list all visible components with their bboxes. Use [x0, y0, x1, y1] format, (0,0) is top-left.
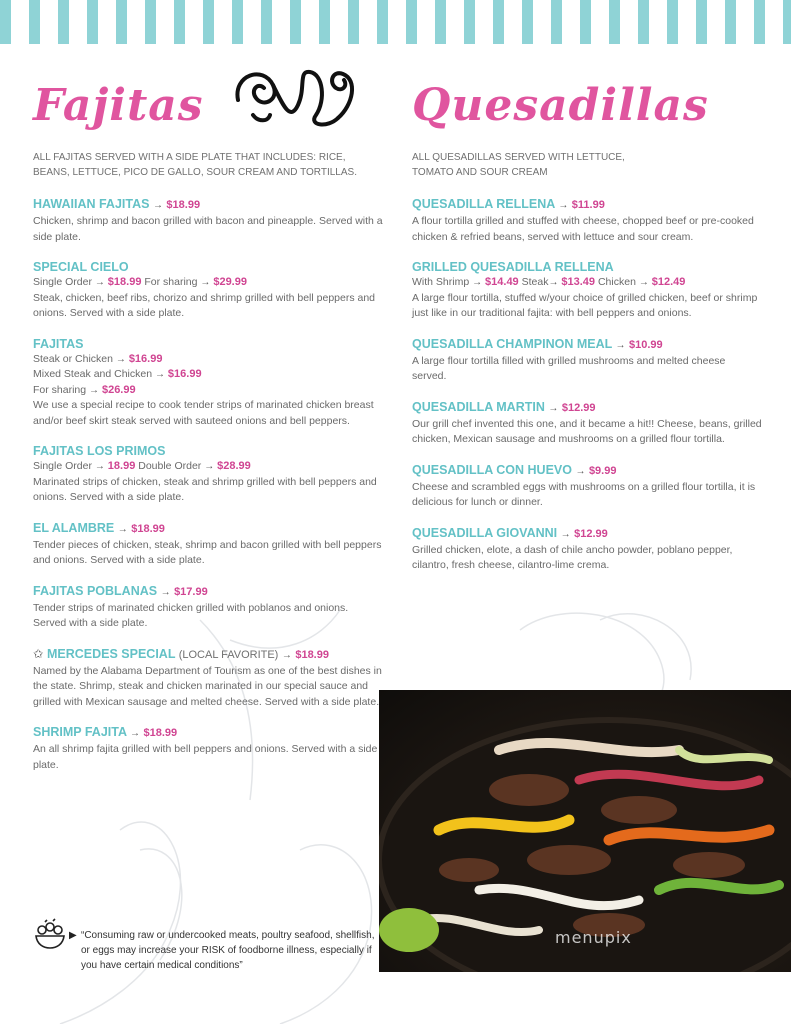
item-price: $18.99 — [295, 648, 329, 661]
item-name: MERCEDES SPECIAL — [46, 646, 176, 661]
item-name: GRILLED QUESADILLA RELLENA — [412, 260, 614, 274]
star-icon: ✩ — [33, 646, 44, 661]
item-description: Tender strips of marinated chicken grilled with poblanos and onions. Served with a side plate. — [33, 601, 349, 629]
item-description: Grilled chicken, elote, a dash of chile ancho powder, poblano pepper, cilantro, fresh cheese, cilantro-lime crema. — [412, 543, 733, 571]
item-description: Chicken, shrimp and bacon grilled with bacon and pineapple. Served with a side plate. — [33, 215, 383, 243]
item-price: 18.99 — [107, 460, 136, 472]
item-description: An all shrimp fajita grilled with bell peppers and onions. Served with a side plate. — [33, 743, 378, 771]
item-price: $12.49 — [651, 276, 686, 288]
item-price: $18.99 — [107, 276, 142, 288]
item-name: SHRIMP FAJITA — [33, 725, 127, 739]
item-name: SPECIAL CIELO — [33, 260, 129, 274]
item-price: $9.99 — [588, 464, 617, 477]
item-name: QUESADILLA GIOVANNI — [412, 525, 558, 540]
item-price: $18.99 — [166, 199, 201, 211]
item-description: Cheese and scrambled eggs with mushrooms on a grilled flour tortilla, it is delicious for lunch or dinner. — [412, 480, 756, 508]
item-price: $12.99 — [561, 401, 596, 414]
striped-header-band — [0, 0, 791, 44]
menu-item: FAJITAS LOS PRIMOS Single Order → 18.99 Double Order → $28.99 Marinated strips of chicken, steak and shrimp grilled with bell peppers and onions. Served with a side plate. — [33, 443, 383, 506]
menu-item: SHRIMP FAJITA → $18.99 An all shrimp fajita grilled with bell peppers and onions. Served with a side plate. — [33, 724, 383, 773]
item-description: A large flour tortilla, stuffed w/your choice of grilled chicken, beef or shrimp just like in our traditional fajita: with bell peppers and onions. — [412, 291, 758, 319]
menu-item: ✩ MERCEDES SPECIAL (LOCAL FAVORITE) → $18.99 Named by the Alabama Department of Tourism as one of the best dishes in the state. Shrimp, steak and chicken marinated in our special sauce and grilled with Mexican sausage and melted cheese. Served with a side plate. — [33, 646, 383, 711]
fajitas-title: Fajitas — [33, 80, 204, 131]
item-price: $10.99 — [628, 338, 663, 351]
menu-item: HAWAIIAN FAJITAS → $18.99 Chicken, shrimp and bacon grilled with bacon and pineapple. Served with a side plate. — [33, 196, 383, 245]
menu-item: FAJITAS POBLANAS → $17.99 Tender strips of marinated chicken grilled with poblanos and onions. Served with a side plate. — [33, 583, 383, 632]
item-price: $29.99 — [213, 276, 247, 288]
quesadillas-intro: ALL QUESADILLAS SERVED WITH LETTUCE, TOMATO AND SOUR CREAM — [412, 152, 625, 178]
item-description: Tender pieces of chicken, steak, shrimp and bacon grilled with bell peppers and onions. Served with a side plate. — [33, 538, 382, 566]
item-name: FAJITAS LOS PRIMOS — [33, 444, 166, 458]
item-price: $16.99 — [128, 352, 163, 365]
menu-item: SPECIAL CIELO Single Order → $18.99 For sharing → $29.99 Steak, chicken, beef ribs, chorizo and shrimp grilled with bell peppers and onions. Served with a side plate. — [33, 259, 383, 322]
item-description: We use a special recipe to cook tender strips of marinated chicken breast and/or beef skirt steak served with sauteed onions and bell peppers. — [33, 399, 374, 427]
item-tag: (LOCAL FAVORITE) — [178, 648, 279, 661]
item-description: Named by the Alabama Department of Tourism as one of the best dishes in the state. Shrimp, steak and chicken marinated in our special sauce and grilled with Mexican sausage and melted cheese. Served with a side plate. — [33, 664, 382, 708]
item-name: FAJITAS — [33, 336, 84, 351]
item-description: Steak, chicken, beef ribs, chorizo and shrimp grilled with bell peppers and onions. Served with a side plate. — [33, 291, 376, 319]
notice-text: “Consuming raw or undercooked meats, poultry seafood, shellfish, or eggs may increase your RISK of foodborne illness, especially if you have certain medical conditions” — [81, 930, 375, 971]
menu-item: QUESADILLA CON HUEVO → $9.99 Cheese and scrambled eggs with mushrooms on a grilled flour tortilla, it is delicious for lunch or dinner. — [412, 462, 762, 511]
item-price: $11.99 — [571, 199, 605, 211]
menu-item: QUESADILLA MARTIN → $12.99 Our grill chef invented this one, and it became a hit!! Cheese, beans, grilled chicken, Mexican sausage and mushrooms on a grilled flour tortilla. — [412, 399, 762, 448]
item-price: $13.49 — [561, 276, 596, 288]
item-description: A flour tortilla grilled and stuffed with cheese, chopped beef or pre-cooked chicken & refried beans, served with lettuce and sour cream. — [412, 215, 754, 243]
menu-item: QUESADILLA GIOVANNI → $12.99 Grilled chicken, elote, a dash of chile ancho powder, poblano pepper, cilantro, fresh cheese, cilantro-lime crema. — [412, 525, 762, 574]
item-name: QUESADILLA CHAMPINON MEAL — [412, 336, 612, 351]
item-price: $14.49 — [485, 276, 519, 288]
menu-item: FAJITAS Steak or Chicken → $16.99 Mixed Steak and Chicken → $16.99 For sharing → $26.99 We use a special recipe to cook tender strips of marinated chicken breast and/or beef skirt steak served with sauteed onions and bell peppers. — [33, 336, 383, 430]
fajita-skillet-photo — [379, 690, 791, 972]
item-name: QUESADILLA RELLENA — [412, 197, 555, 211]
menu-item: QUESADILLA RELLENA → $11.99 A flour tortilla grilled and stuffed with cheese, chopped beef or pre-cooked chicken & refried beans, served with lettuce and sour cream. — [412, 196, 762, 245]
menu-item: GRILLED QUESADILLA RELLENA With Shrimp → $14.49 Steak→ $13.49 Chicken → $12.49 A large flour tortilla, stuffed w/your choice of grilled chicken, beef or shrimp just like in our traditional fajita: with bell peppers and onions. — [412, 259, 762, 322]
pointer-arrow-icon: ▶ — [69, 930, 77, 941]
item-name: QUESADILLA MARTIN — [412, 399, 545, 414]
menupix-watermark: menupix — [555, 928, 632, 947]
item-price: $28.99 — [217, 460, 251, 472]
item-price: $26.99 — [101, 383, 136, 396]
item-description: A large flour tortilla filled with grilled mushrooms and melted cheese served. — [412, 354, 726, 382]
item-name: EL ALAMBRE — [33, 520, 115, 535]
item-price: $17.99 — [174, 585, 208, 598]
fajitas-section — [33, 70, 383, 787]
item-price: $18.99 — [143, 727, 178, 739]
quesadillas-title: Quesadillas — [412, 80, 709, 131]
menu-item: EL ALAMBRE → $18.99 Tender pieces of chicken, steak, shrimp and bacon grilled with bell peppers and onions. Served with a side plate. — [33, 520, 383, 569]
item-price: $18.99 — [131, 522, 165, 535]
quesadillas-section — [412, 70, 762, 588]
item-price: $12.99 — [574, 527, 608, 540]
menu-item: QUESADILLA CHAMPINON MEAL → $10.99 A large flour tortilla filled with grilled mushrooms and melted cheese served. — [412, 336, 762, 385]
item-description: Our grill chef invented this one, and it became a hit!! Cheese, beans, grilled chicken, Mexican sausage and mushrooms on a grilled flour tortilla. — [412, 417, 762, 445]
salad-bowl-icon — [33, 918, 67, 950]
item-price: $16.99 — [167, 368, 202, 380]
item-name: QUESADILLA CON HUEVO — [412, 462, 572, 477]
item-name: HAWAIIAN FAJITAS — [33, 197, 150, 211]
item-description: Marinated strips of chicken, steak and shrimp grilled with bell peppers and onions. Served with a side plate. — [33, 475, 377, 503]
fajitas-intro: ALL FAJITAS SERVED WITH A SIDE PLATE THAT INCLUDES: RICE, BEANS, LETTUCE, PICO DE GALLO, SOUR CREAM AND TORTILLAS. — [33, 152, 357, 178]
item-name: FAJITAS POBLANAS — [33, 583, 158, 598]
